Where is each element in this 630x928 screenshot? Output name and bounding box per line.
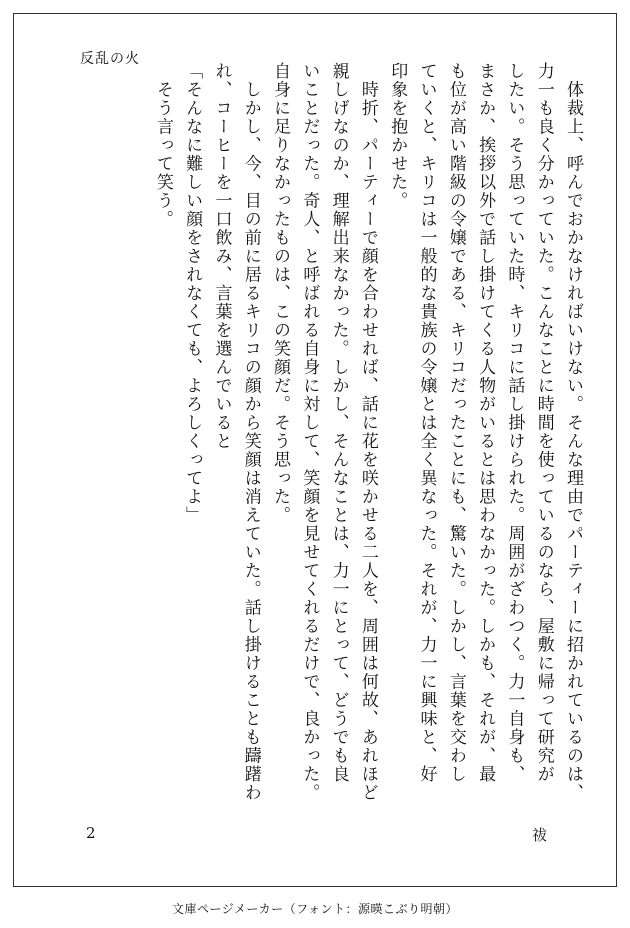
text-line-9: 親しげなのか、理解出来なかった。しかし、そんなことは、力一にとって、どうでも良 <box>328 62 349 784</box>
text-line-4: まさか、挨拶以外で話し掛けてくる人物がいるとは思わなかった。しかも、それが、最 <box>475 62 496 784</box>
text-line-12: しかし、今、目の前に居るキリコの顔から笑顔は消えていた。話し掛けることも躊躇わ <box>240 62 261 802</box>
text-line-14: 「そんなに難しい顔をされなくても、よろしくってよ」 <box>182 62 203 525</box>
text-line-10: いことだった。奇人、と呼ばれる自身に対して、笑顔を見せてくれるだけで、良かった。 <box>299 62 320 802</box>
author-name: 祓 <box>532 826 548 844</box>
body-text <box>148 62 587 818</box>
text-line-11: 自身に足りなかったものは、この笑顔だ。そう思った。 <box>270 62 291 525</box>
text-line-6: ていくと、キリコは一般的な貴族の令嬢とは全く異なった。それが、力一に興味と、好 <box>416 62 437 784</box>
text-line-2: 力一も良く分かっていた。こんなことに時間を使っているのなら、屋敷に帰って研究が <box>533 62 554 784</box>
text-line-8: 時折、パーティーで顔を合わせれば、話に花を咲かせる二人を、周囲は何故、あれほど <box>357 62 378 802</box>
text-line-15: そう言って笑う。 <box>152 62 173 229</box>
page-number: 2 <box>86 824 96 842</box>
running-title: 反乱の火 <box>80 51 140 67</box>
text-line-3: したい。そう思っていた時、キリコに話し掛けられた。周囲がざわつく。力一自身も、 <box>504 62 525 784</box>
text-line-5: も位が高い階級の令嬢である、キリコだったことにも、驚いた。しかし、言葉を交わし <box>445 62 466 784</box>
text-line-13: れ、コーヒーを一口飲み、言葉を選んでいると <box>211 62 232 451</box>
text-line-7: 印象を抱かせた。 <box>387 62 408 210</box>
footer-caption: 文庫ページメーカー（フォント：源暎こぶり明朝） <box>171 902 459 916</box>
text-line-1: 体裁上、呼んでおかなければいけない。そんな理由でパーティーに招かれているのは、 <box>563 62 583 802</box>
